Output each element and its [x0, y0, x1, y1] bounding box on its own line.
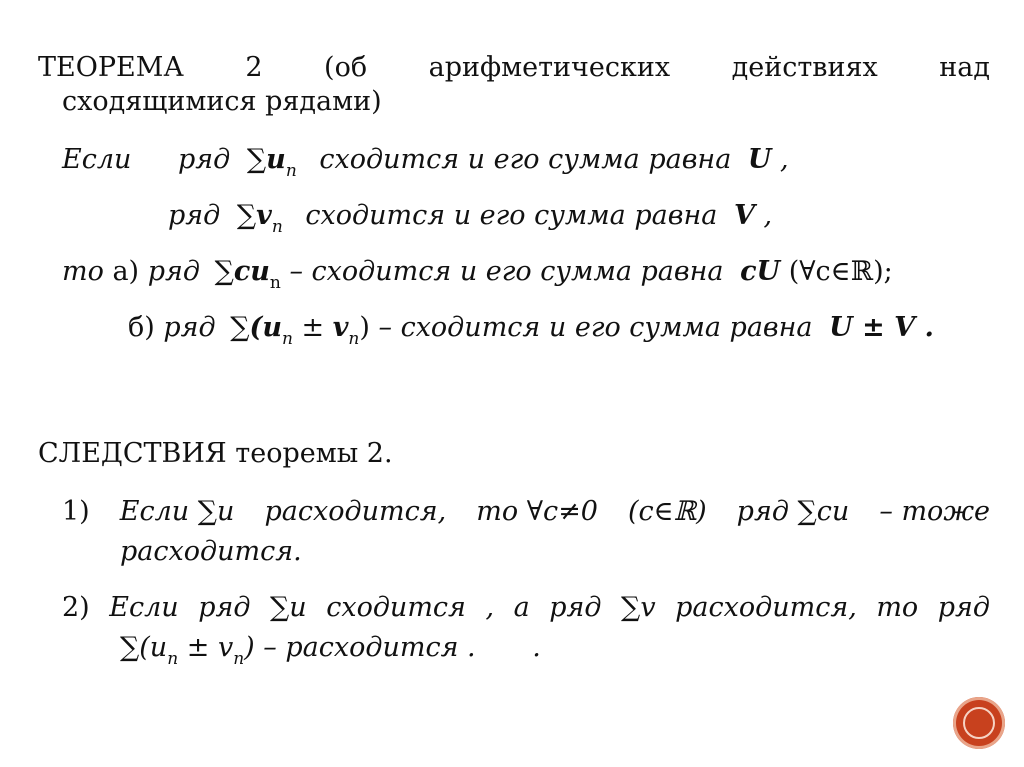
term-v: v: [256, 200, 272, 231]
sum-sign: ∑: [246, 144, 267, 175]
heading-word: ТЕОРЕМА: [38, 52, 184, 83]
heading-word: над: [939, 52, 990, 83]
term-v: ± v: [186, 632, 234, 663]
corollary-word: а: [513, 592, 530, 623]
corollary-word: расходится,: [264, 496, 447, 527]
corollary-word: Если ∑u: [119, 496, 235, 527]
corollary-1-cont: расходится.: [120, 536, 302, 567]
subscript-n: n: [233, 649, 245, 669]
heading-word: 2: [245, 52, 263, 83]
theorem-condition-v: [168, 200, 773, 237]
theorem-part-b: [128, 312, 934, 349]
sum-sign: ∑: [236, 200, 257, 231]
corollary-word: сходится: [326, 592, 466, 623]
sum-V: V: [733, 200, 755, 231]
sum-UpmV: U ± V .: [829, 312, 934, 343]
corollary-number: 2): [62, 592, 90, 623]
sum-U: U: [747, 144, 772, 175]
if-word: Если: [62, 144, 132, 175]
corollary-word: расходится,: [675, 592, 857, 623]
corollary-2-cont: [120, 632, 541, 669]
corollary-word: ∑v: [621, 592, 656, 623]
circular-logo-badge: [953, 697, 1005, 749]
theorem-condition-u: [62, 144, 789, 181]
converges-text: сходится и его сумма равна: [319, 144, 732, 175]
close-paren: ): [359, 312, 370, 343]
subscript-n: n: [271, 217, 283, 237]
converges-text: сходится и его сумма равна: [305, 200, 718, 231]
corollary-word: ряд: [937, 592, 990, 623]
term-u: ∑(u: [120, 632, 168, 663]
corollary-word: ∑u: [270, 592, 307, 623]
theorem-heading: [38, 54, 990, 81]
theorem-heading-cont: сходящимися рядами): [62, 86, 382, 117]
subscript-n: n: [269, 273, 281, 293]
subscript-n: n: [285, 161, 297, 181]
then-word: то: [62, 256, 104, 287]
plus-minus: ±: [292, 312, 333, 343]
corollary-word: то ∀c≠0: [476, 496, 598, 527]
corollary-1: [62, 498, 990, 525]
forall-clause: (∀c∈ℝ);: [788, 256, 893, 287]
subscript-n: n: [348, 329, 360, 349]
part-a-label: а): [112, 256, 140, 287]
term-v: v: [332, 312, 349, 343]
term-cu: cu: [233, 256, 270, 287]
corollary-word: ряд: [549, 592, 602, 623]
corollary-word: Если: [109, 592, 179, 623]
part-b-label: б): [128, 312, 155, 343]
corollary-word: ,: [485, 592, 495, 623]
term-u: u: [266, 144, 286, 175]
series-word: ряд: [168, 200, 221, 231]
series-word: ряд: [147, 256, 200, 287]
corollary-word: (c∈ℝ): [627, 496, 707, 527]
corollary-word: ряд ∑cu: [736, 496, 850, 527]
trailing-dot: .: [532, 632, 541, 663]
heading-word: действиях: [731, 52, 878, 83]
series-word: ряд: [163, 312, 216, 343]
corollaries-heading: СЛЕДСТВИЯ теоремы 2.: [38, 438, 393, 469]
heading-word: (об: [324, 52, 368, 83]
corollary-word: – тоже: [879, 496, 990, 527]
term-u: (u: [249, 312, 282, 343]
corollary-2: [62, 594, 990, 621]
corollary-number: 1): [62, 496, 90, 527]
series-word: ряд: [178, 144, 231, 175]
subscript-n: n: [281, 329, 293, 349]
corollary-word: ряд: [198, 592, 251, 623]
comma: ,: [780, 144, 789, 175]
comma: ,: [763, 200, 773, 231]
diverges-text: ) – расходится .: [244, 632, 476, 663]
theorem-part-a: [62, 256, 893, 293]
sum-sign: ∑: [214, 256, 234, 287]
converges-text: – сходится и его сумма равна: [378, 312, 813, 343]
sum-cU: cU: [740, 256, 781, 287]
heading-word: арифметических: [428, 52, 671, 83]
sum-sign: ∑: [230, 312, 250, 343]
subscript-n: n: [167, 649, 179, 669]
converges-text: – сходится и его сумма равна: [289, 256, 724, 287]
corollary-word: то: [876, 592, 919, 623]
